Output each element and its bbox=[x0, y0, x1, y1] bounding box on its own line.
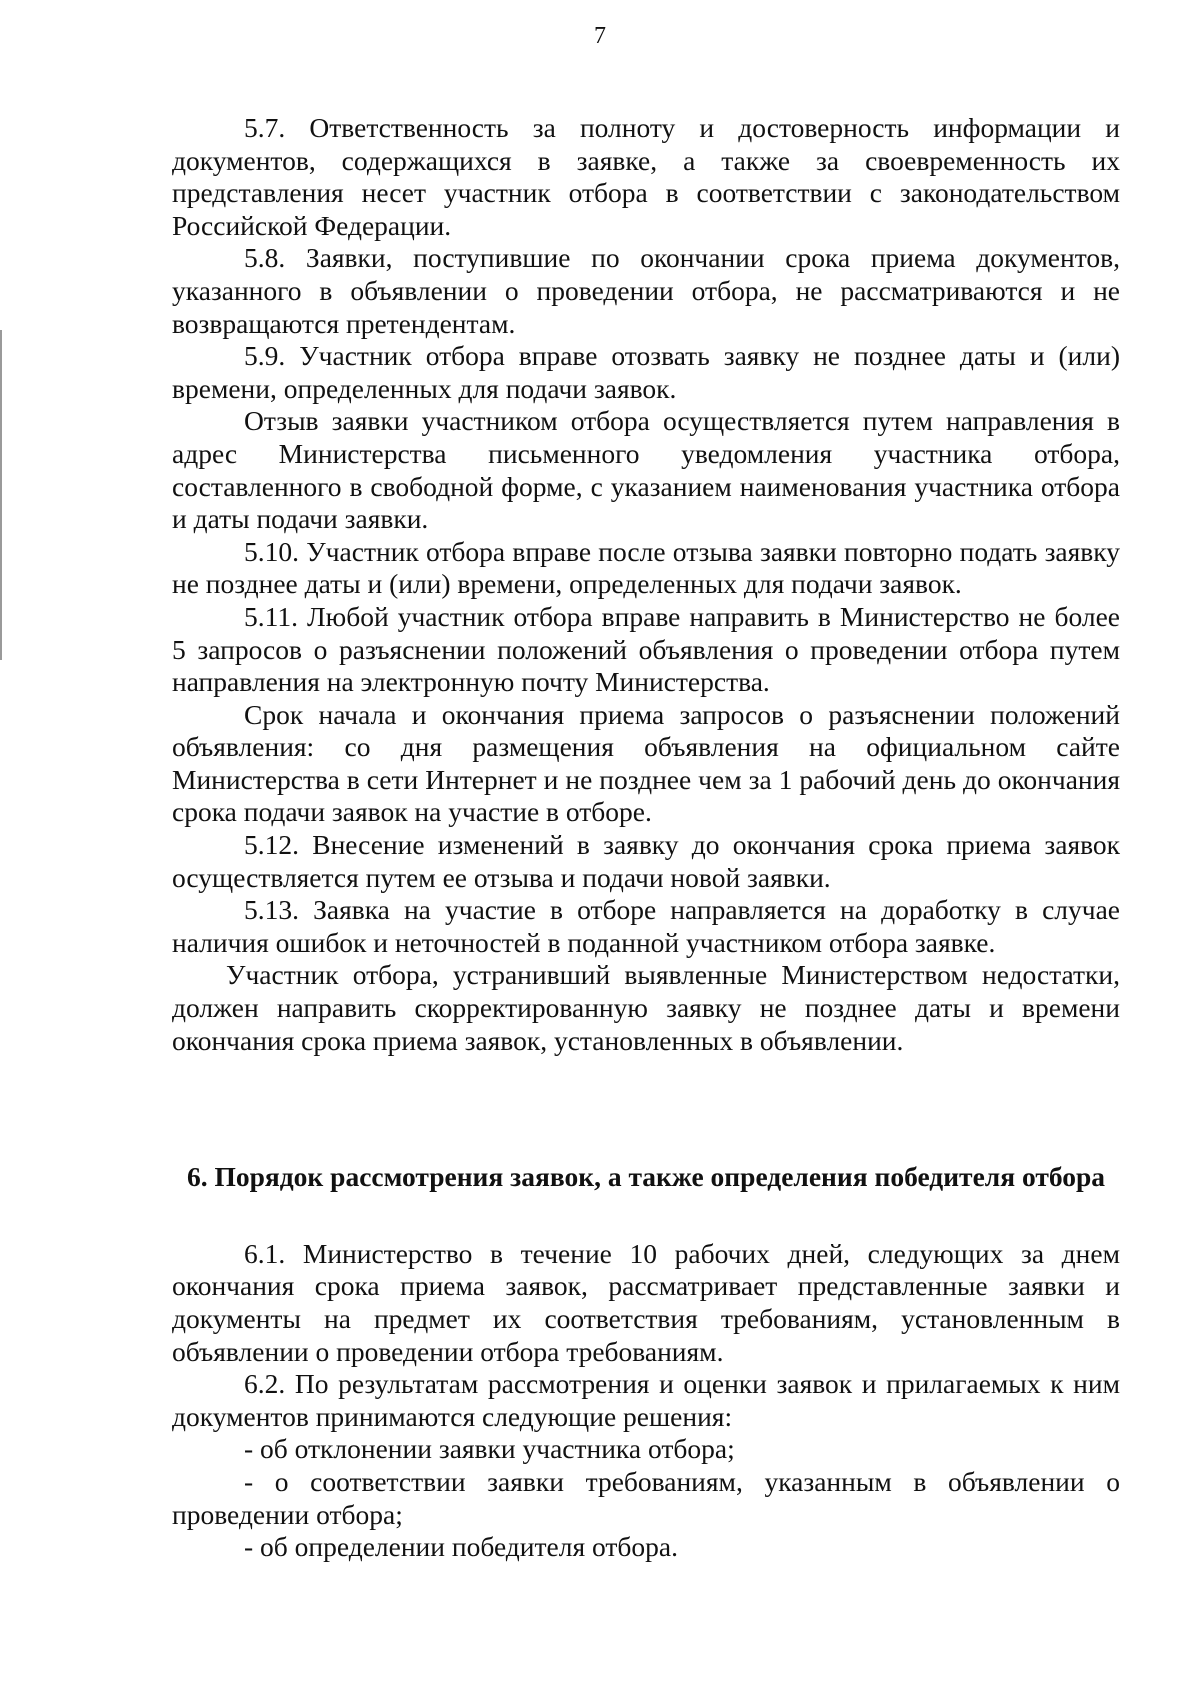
paragraph-corrected-application: Участник отбора, устранивший выявленные Министерством недостатки, должен направить скорректированную заявку не позднее даты и времени окончания срока приема заявок, установленных в объявлении. bbox=[172, 959, 1120, 1056]
paragraph-5-13: 5.13. Заявка на участие в отборе направляется на доработку в случае наличия ошибок и неточностей в поданной участником отбора заявке. bbox=[172, 894, 1120, 958]
paragraph-5-11: 5.11. Любой участник отбора вправе направить в Министерство не более 5 запросов о разъяснении положений объявления о проведении отбора путем направления на электронную почту Министерства. bbox=[172, 600, 1120, 698]
paragraph-query-period: Срок начала и окончания приема запросов о разъяснении положений объявления: со дня размещения объявления на официальном сайте Министерства в сети Интернет и не позднее чем за 1 рабочий день до окончания срока подачи заявок на участие в отборе. bbox=[172, 698, 1120, 828]
decision-winner: - об определении победителя отбора. bbox=[244, 1531, 678, 1563]
paragraph-5-8: 5.8. Заявки, поступившие по окончании срока приема документов, указанного в объявлении о проведении отбора, не рассматриваются и не возвращаются претендентам. bbox=[172, 242, 1120, 339]
paragraph-withdrawal: Отзыв заявки участником отбора осуществляется путем направления в адрес Министерства письменного уведомления участника отбора, составленного в свободной форме, с указанием наименования участника отбора и даты подачи заявки. bbox=[172, 405, 1120, 535]
decision-reject: - об отклонении заявки участника отбора; bbox=[244, 1433, 735, 1465]
paragraph-5-9: 5.9. Участник отбора вправе отозвать заявку не позднее даты и (или) времени, определенных для подачи заявок. bbox=[172, 340, 1120, 404]
decision-compliance: - о соответствии заявки требованиям, указанным в объявлении о проведении отбора; bbox=[172, 1465, 1120, 1530]
scan-edge-line bbox=[0, 330, 2, 660]
paragraph-6-1: 6.1. Министерство в течение 10 рабочих дней, следующих за днем окончания срока приема заявок, рассматривает представленные заявки и документы на предмет их соответствия требованиям, установленным в объявлении о проведении отбора требованиям. bbox=[172, 1237, 1120, 1367]
paragraph-5-10: 5.10. Участник отбора вправе после отзыва заявки повторно подать заявку не позднее даты и (или) времени, определенных для подачи заявок. bbox=[172, 535, 1120, 600]
paragraph-5-12: 5.12. Внесение изменений в заявку до окончания срока приема заявок осуществляется путем ее отзыва и подачи новой заявки. bbox=[172, 829, 1120, 893]
page-number: 7 bbox=[594, 23, 606, 49]
paragraph-5-7: 5.7. Ответственность за полноту и достоверность информации и документов, содержащихся в заявке, а также за своевременность их представления несет участник отбора в соответствии с законодательством Российской Федерации. bbox=[172, 112, 1120, 241]
document-body bbox=[172, 112, 1120, 1564]
paragraph-6-2: 6.2. По результатам рассмотрения и оценки заявок и прилагаемых к ним документов принимаются следующие решения: bbox=[172, 1368, 1120, 1432]
section-6-heading: 6. Порядок рассмотрения заявок, а также определения победителя отбора bbox=[186, 1161, 1106, 1193]
